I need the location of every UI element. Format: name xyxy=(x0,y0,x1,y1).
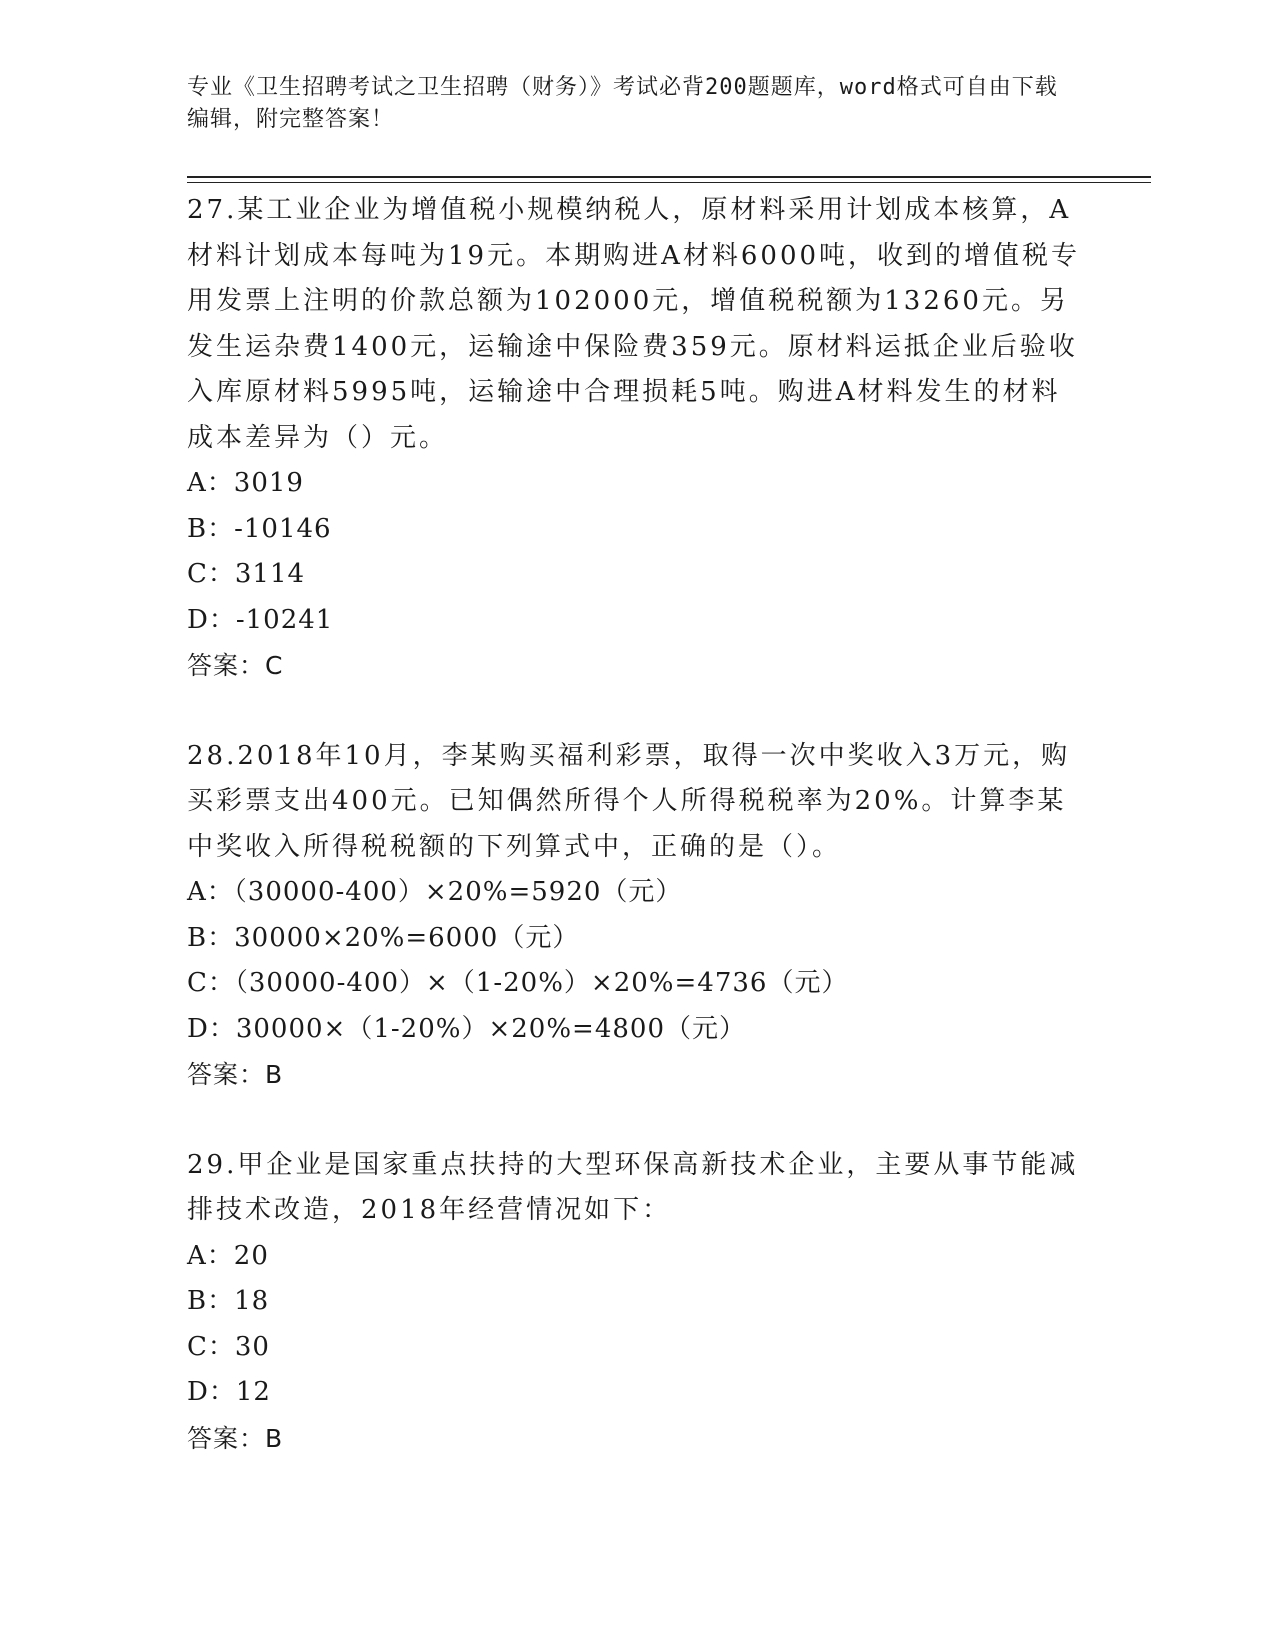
header-divider-thick xyxy=(187,176,1151,178)
answer: 答案：B xyxy=(187,1423,284,1453)
option-c: C：30 xyxy=(187,1331,270,1362)
question-spacer xyxy=(187,1098,1087,1143)
answer: 答案：C xyxy=(187,651,284,680)
option-c: C：（30000-400）×（1-20%）×20%=4736（元） xyxy=(187,968,849,998)
page-header: 专业《卫生招聘考试之卫生招聘（财务）》考试必背200题题库，word格式可自由下载编辑，附完整答案！ xyxy=(187,75,1058,132)
question-27 xyxy=(187,188,1087,689)
option-d: D：12 xyxy=(187,1377,271,1407)
option-d: D：-10241 xyxy=(187,604,334,635)
question-29 xyxy=(187,1143,1087,1462)
option-a: A：（30000-400）×20%=5920（元） xyxy=(187,877,683,907)
header-divider-thin xyxy=(187,182,1151,183)
question-spacer xyxy=(187,689,1087,734)
question-text: 29.甲企业是国家重点扶持的大型环保高新技术企业，主要从事节能减排技术改造，2018年经营情况如下： xyxy=(187,1149,1079,1225)
question-text: 28.2018年10月，李某购买福利彩票，取得一次中奖收入3万元，购买彩票支出400元。已知偶然所得个人所得税税率为20%。计算李某中奖收入所得税税额的下列算式中，正确的是（）。 xyxy=(187,740,1071,862)
question-28 xyxy=(187,734,1087,1098)
answer: 答案：B xyxy=(187,1060,284,1089)
option-a: A：20 xyxy=(187,1240,269,1271)
question-text: 27.某工业企业为增值税小规模纳税人，原材料采用计划成本核算，A材料计划成本每吨为19元。本期购进A材料6000吨，收到的增值税专用发票上注明的价款总额为102000元，增值税税额为13260元。另发生运杂费1400元，运输途中保险费359元。原材料运抵企业后验收入库原材料5995吨，运输途中合理损耗5吨。购进A材料发生的材料成本差异为（）元。 xyxy=(187,195,1081,453)
option-d: D：30000×（1-20%）×20%=4800（元） xyxy=(187,1013,746,1044)
option-b: B：-10146 xyxy=(187,513,332,544)
option-c: C：3114 xyxy=(187,559,306,589)
option-b: B：30000×20%=6000（元） xyxy=(187,922,580,953)
option-a: A：3019 xyxy=(187,468,304,498)
option-b: B：18 xyxy=(187,1286,270,1316)
question-list xyxy=(187,188,1087,1461)
